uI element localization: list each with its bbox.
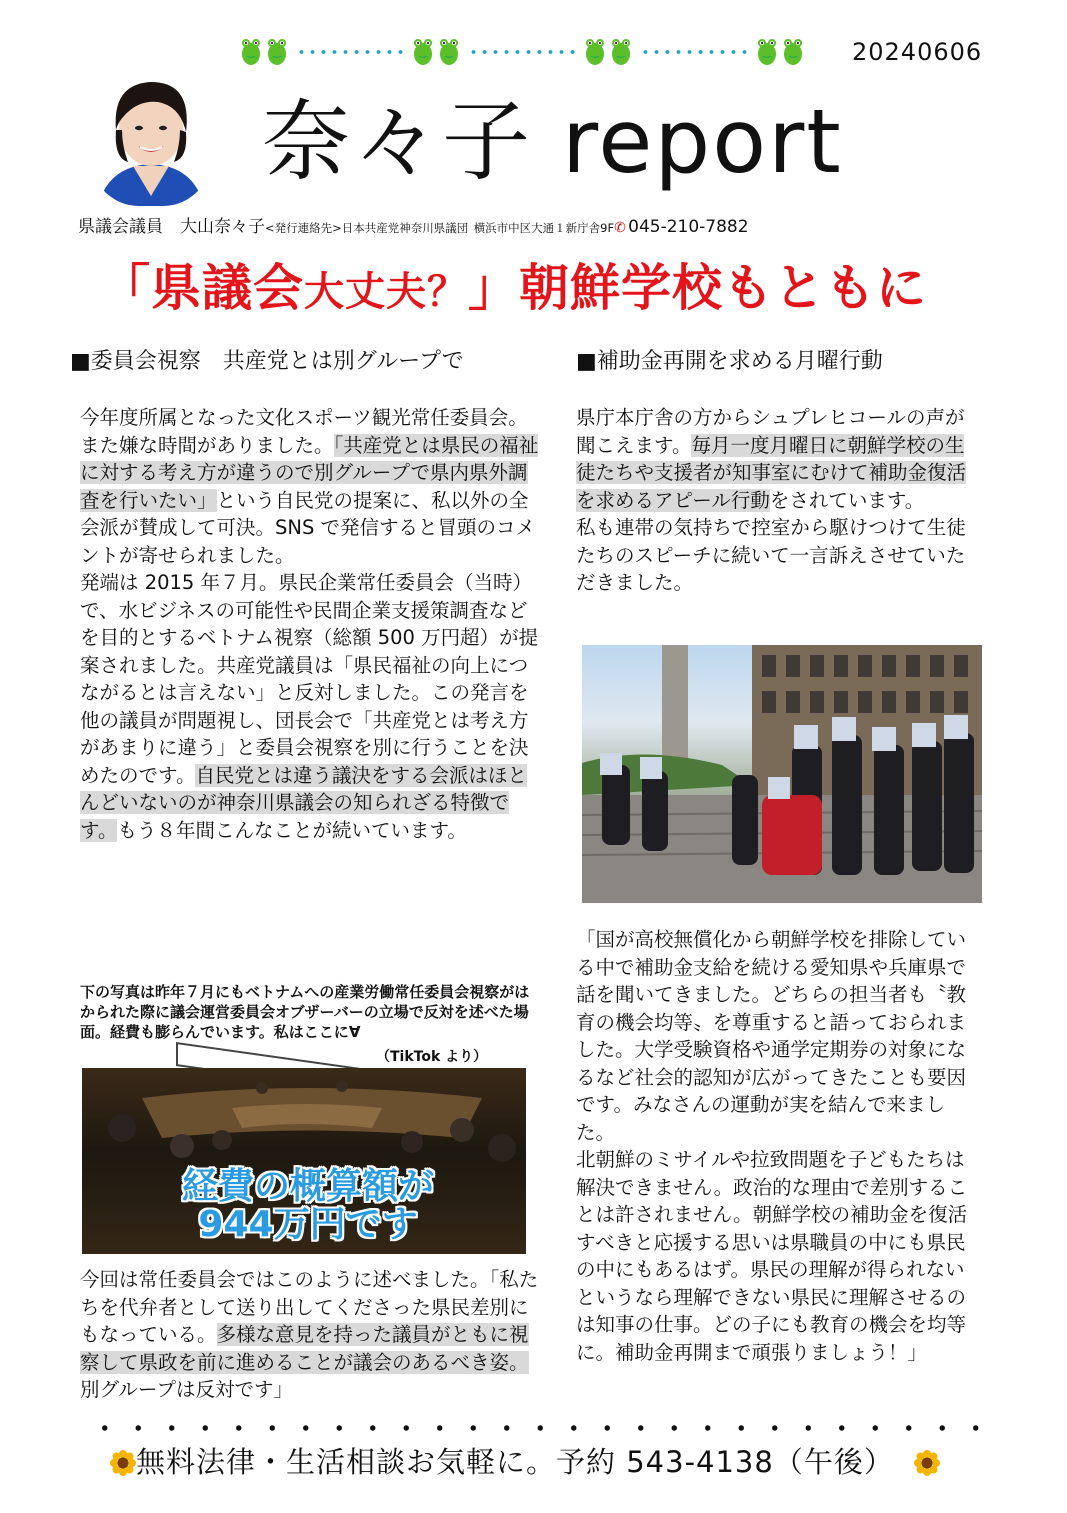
text-span: という自民党の提案に、私以外の全会派が賛成して可決。SNS で発信すると冒頭のコメントが寄せられました。	[80, 488, 536, 567]
text-span: 別グループは反対です」	[80, 1378, 293, 1401]
newsletter-title	[262, 92, 843, 192]
text-span: 発端は 2015 年７月。県民企業常任委員会（当時）で、水ビジネスの可能性や民間企業支援策調査などを目的とするベトナム視察（総額 500 万円超）が提案されました。共産党議員は「県民福祉の向上につながるとは言えない」と反対しました。この発言を他の議員が問題視し、団長会で「共産党とは考え方があまりに違う」と委員会視察を別に行うことを決めたのです。	[80, 571, 539, 787]
headline-part2: 大丈夫？	[304, 269, 468, 315]
caption-text: 下の写真は昨年７月にもベトナムへの産業労働常任委員会視察がはかられた際に議会運営委員会オブザーバーの立場で反対を述べた場面。経費も膨らんでいます。私はここに	[80, 983, 530, 1041]
source-note: （TikTok より）	[376, 1049, 488, 1065]
sunflower-icon	[110, 1450, 136, 1476]
photo-caption	[80, 982, 540, 1042]
headline	[100, 248, 927, 320]
right-article-body	[576, 404, 970, 597]
frog-icon	[610, 36, 632, 66]
text-span: もう８年間こんなことが続いています。	[117, 818, 467, 842]
footer-consultation	[110, 1440, 940, 1481]
left-section-heading: ■委員会視察 共産党とは別グループで	[70, 349, 464, 374]
phone-number: 045-210-7882	[628, 217, 749, 237]
headline-part3: 」朝鮮学校もともに	[468, 259, 927, 317]
phone-icon: ✆	[614, 220, 626, 236]
left-closing-text	[80, 1266, 540, 1404]
frog-icon	[266, 36, 288, 66]
dotted-line	[296, 50, 406, 54]
caption-tail: ∀	[348, 1023, 361, 1041]
frog-icon	[438, 36, 460, 66]
author-portrait	[88, 66, 214, 206]
right-paragraph: 私も連帯の気持ちで控室から駆けつけて生徒たちのスピーチに続いて一言訴えさせていただきました。	[576, 516, 966, 594]
text-span: 県庁本庁舎の方からシュプレヒコールの声が聞こえます。	[576, 406, 965, 457]
frog-icon	[240, 36, 262, 66]
right-paragraph: 北朝鮮のミサイルや拉致問題を子どもたちは解決できません。政治的な理由で差別することは許されません。朝鮮学校の補助金を復活すべきと応援する思いは県職員の中にも県民の中にもあるはず。県民の理解が得られないというなら理解できない県民に理解させるのは知事の仕事。どの子にも教育の機会を均等に。補助金再開まで頑張りましょう！」	[576, 1148, 968, 1364]
text-span: 今年度所属となった文化スポーツ観光常任委員会。また嫌な時間がありました。	[80, 406, 528, 457]
subtitle-line: 944万円です	[198, 1204, 418, 1245]
right-paragraph	[576, 404, 970, 514]
committee-meeting-photo	[82, 1068, 526, 1254]
title-english: report	[562, 90, 843, 193]
dotted-line	[468, 50, 578, 54]
right-paragraph: 「国が高校無償化から朝鮮学校を排除している中で補助金支給を続ける愛知県や兵庫県で話を聞いてきました。どちらの担当者も〝教育の機会均等〟を尊重すると語っておられました。大学受験資格や通学定期券の対象になるなど社会的認知が広がってきたことも要因です。みなさんの運動が実を結んで来ました。	[576, 928, 967, 1144]
title-japanese: 奈々子	[262, 90, 533, 193]
right-article-quote	[576, 926, 970, 1366]
prefectural-office-rally-photo	[582, 645, 982, 903]
frog-icon	[756, 36, 778, 66]
footer-text: 無料法律・生活相談お気軽に。予約 543-4138（午後）	[136, 1445, 894, 1479]
issue-date: 20240606	[852, 38, 983, 66]
sunflower-icon	[914, 1450, 940, 1476]
video-subtitle	[108, 1168, 508, 1244]
frog-icon	[412, 36, 434, 66]
highlighted-text: 毎月一度月曜日に朝鮮学校の生徒たちや支援者が知事室にむけて補助金復活を求めるアピール行動	[576, 433, 967, 512]
left-paragraph	[80, 1266, 540, 1404]
subtitle-line: 経費の概算額が	[181, 1166, 434, 1207]
text-span: をされています。	[769, 488, 925, 512]
headline-part1: 「県議会	[100, 259, 304, 317]
affiliation-contact: <発行連絡先>日本共産党神奈川県議団	[265, 221, 469, 235]
highlighted-text: 「共産党とは県民の福祉に対する考え方が違うので別グループで県内県外調査を行いたい」	[80, 433, 539, 512]
highlighted-text: 多様な意見を持った議員がともに視察して県政を前に進めることが議会のあるべき姿。	[80, 1323, 529, 1374]
right-section-heading: ■補助金再開を求める月曜行動	[576, 349, 883, 374]
footer-divider	[88, 1424, 988, 1432]
left-paragraph	[80, 569, 540, 844]
highlighted-text: 自民党とは違う議決をする会派はほとんどいないのが神奈川県議会の知られざる特徴です。	[80, 763, 527, 842]
frog-decoration-row	[240, 36, 820, 76]
left-article-body	[80, 404, 540, 844]
frog-icon	[584, 36, 606, 66]
left-paragraph	[80, 404, 540, 569]
affiliation-main: 県議会議員 大山奈々子	[78, 217, 265, 237]
frog-icon	[782, 36, 804, 66]
affiliation-address: 横浜市中区大通１新庁舎9F	[473, 221, 615, 235]
text-span: 今回は常任委員会ではこのように述べました。「私たちを代弁者として送り出してくださった県民差別にもなっている。	[80, 1268, 539, 1346]
author-affiliation	[78, 212, 749, 237]
dotted-line	[640, 50, 750, 54]
